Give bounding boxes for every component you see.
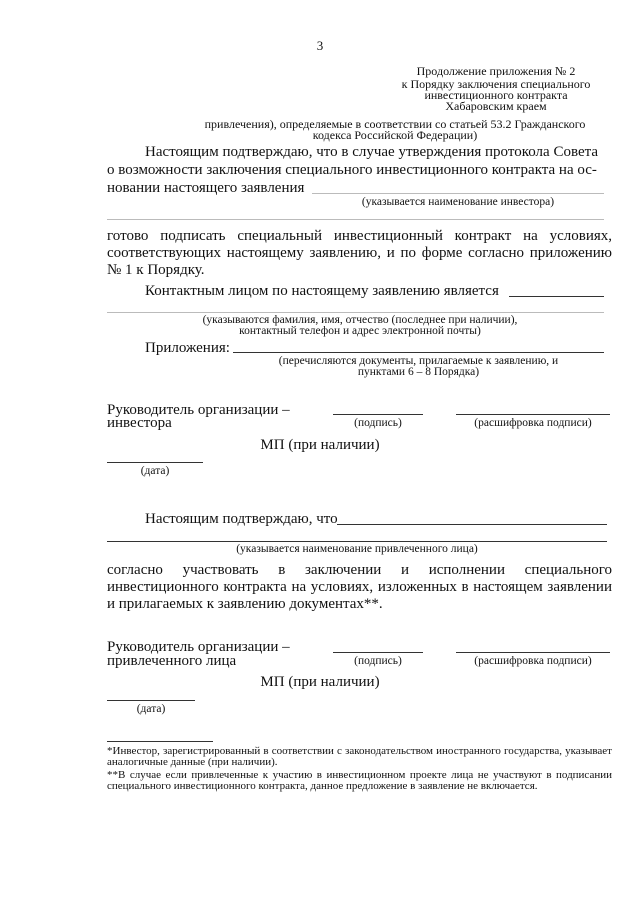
footnote-2: **В случае если привлеченные к участию в инвестиционном проекте лица не участвуют в подписании специального инвестиционного контракта, данное предложение в заявление не включается. [107,769,612,792]
sign2-role-line1: Руководитель организации – [107,639,290,655]
sign1-date-line[interactable] [107,462,203,463]
sign2-date-line[interactable] [107,700,195,701]
attracted-party-line-2[interactable] [107,541,607,542]
sign1-decode-hint: (расшифровка подписи) [474,417,592,429]
contact-line-2[interactable] [107,312,604,313]
attracted-party-line[interactable] [337,524,607,525]
sign1-stamp: МП (при наличии) [260,437,380,453]
contact-hint-line2: контактный телефон и адрес электронной почты) [239,325,481,337]
attachments-hint-line1: (перечисляются документы, прилагаемые к заявлению, и [278,355,559,367]
footnote-1: *Инвестор, зарегистрированный в соответствии с законодательством иностранного государства, указывает аналогичные данные (при наличии). [107,745,612,768]
sign1-signature-hint: (подпись) [354,417,402,429]
header-line-6: кодекса Российской Федерации) [312,128,478,142]
investor-name-line[interactable] [312,193,604,194]
para2-text: готово подписать специальный инвестиционный контракт на условиях, соответствующих настоящему заявлению, и по форме согласно приложению № 1 к Порядку. [107,228,612,278]
investor-name-hint: (указывается наименование инвестора) [361,196,555,208]
footnote-separator [107,741,213,742]
investor-name-line-2[interactable] [107,219,604,220]
sign2-decode-hint: (расшифровка подписи) [474,655,592,667]
contact-hint-line1: (указываются фамилия, имя, отчество (последнее при наличии), [202,314,518,326]
header-line-4: Хабаровским краем [445,99,547,113]
para1-line2: о возможности заключения специального инвестиционного контракта на ос- [107,162,597,178]
sign2-signature-hint: (подпись) [354,655,402,667]
sign1-role-line2: инвестора [107,415,172,431]
header-line-3: инвестиционного контракта [424,88,568,102]
sign2-decode-line[interactable] [456,652,610,653]
sign2-signature-line[interactable] [333,652,423,653]
attachments-hint-line2: пунктами 6 – 8 Порядка) [357,366,480,378]
para1-line1: Настоящим подтверждаю, что в случае утверждения протокола Совета [145,144,598,160]
sign1-signature-line[interactable] [333,414,423,415]
sign2-stamp: МП (при наличии) [260,674,380,690]
attachments-line[interactable] [233,352,604,353]
header-continuation: Продолжение приложения № 2 [416,64,576,78]
sign1-decode-line[interactable] [456,414,610,415]
contact-line[interactable] [509,296,604,297]
contact-label: Контактным лицом по настоящему заявлению является [145,283,499,299]
para3-label: Настоящим подтверждаю, что [145,511,338,527]
attachments-label: Приложения: [145,340,230,356]
para3-text: согласно участвовать в заключении и исполнении специального инвестиционного контракта на условиях, изложенных в настоящем заявлении и прилагаемых к заявлению документах**. [107,562,612,612]
page-number: 3 [316,38,324,53]
sign1-date-hint: (дата) [140,465,170,477]
header-line-5: привлечения), определяемые в соответствии со статьей 53.2 Гражданского [204,117,586,131]
sign1-role-line1: Руководитель организации – [107,402,290,418]
sign2-date-hint: (дата) [136,703,166,715]
sign2-role-line2: привлеченного лица [107,653,237,669]
attracted-party-hint: (указывается наименование привлеченного лица) [236,543,478,555]
header-line-2: к Порядку заключения специального [401,77,591,91]
para1-line3: новании настоящего заявления [107,180,305,196]
